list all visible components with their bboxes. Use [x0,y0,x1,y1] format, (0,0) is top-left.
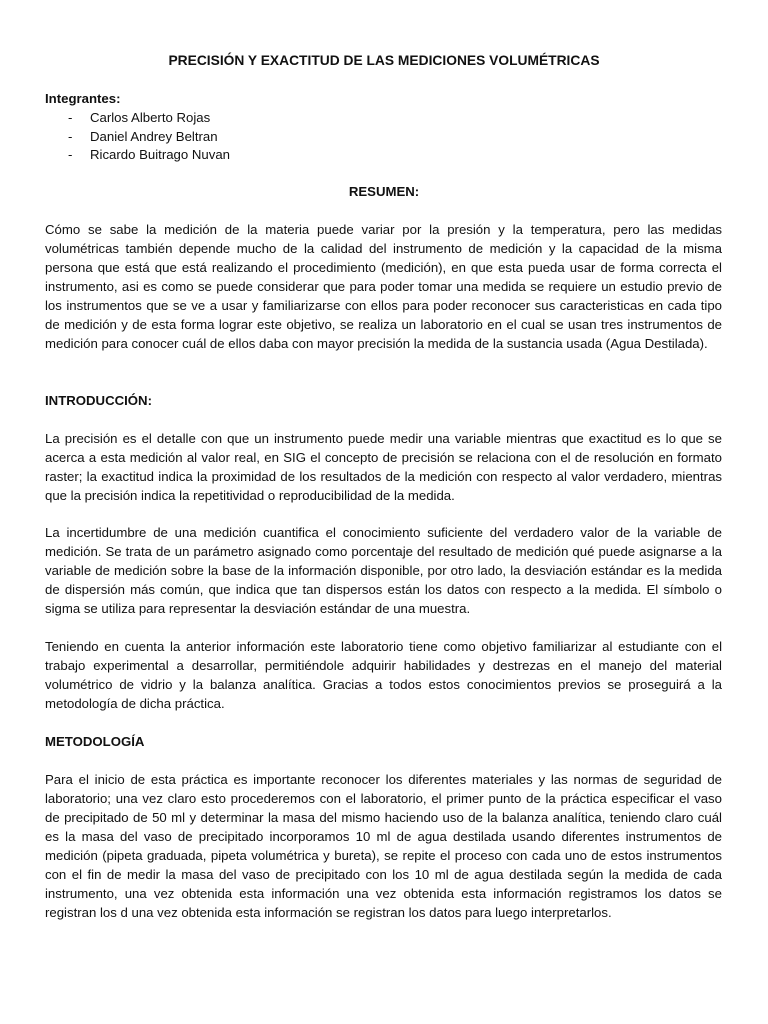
list-dash: - [68,128,73,144]
abstract-paragraph: Cómo se sabe la medición de la materia puede variar por la presión y la temperatura, pero las medidas volumétricas también depende mucho de la calidad del instrumento de medición y la capacidad de la misma persona que está que está realizando el procedimiento (medición), en que esta pueda usar de forma correcta el instrumento, asi es como se puede considerar que para poder tomar una medida se requiere un estudio previo de los instrumentos que se ve a usar y familiarizarse con ellos para poder reconocer sus caracteristicas en cada tipo de medición y de esta forma lograr este objetivo, se realiza un laboratorio en el cual se usan tres instrumentos de medición para conocer cuál de ellos daba con mayor precisión la medida de la sustancia usada (Agua Destilada). [45,222,722,351]
introduction-heading: INTRODUCCIÓN: [45,393,152,408]
introduction-paragraph-1: La precisión es el detalle con que un instrumento puede medir una variable mientras que exactitud es lo que se acerca a esta medición al valor real, en SIG el concepto de precisión se relaciona con el de resolución en formato raster; la exactitud indica la proximidad de los resultados de la medición con respecto al valor verdadero, mientras que la precisión indica la repetitividad o reproducibilidad de la medida. [45,431,722,503]
document-title: PRECISIÓN Y EXACTITUD DE LAS MEDICIONES VOLUMÉTRICAS [168,53,600,68]
methodology-paragraph: Para el inicio de esta práctica es importante reconocer los diferentes materiales y las normas de seguridad de laboratorio; una vez claro esto procederemos con el laboratorio, el primer punto de la práctica especificar el vaso de precipitado de 50 ml y determinar la masa del mismo haciendo uso de la balanza analítica, teniendo claro cuál es la masa del vaso de precipitado incorporamos 10 ml de agua destilada usando diferentes instrumentos de medición (pipeta graduada, pipeta volumétrica y bureta), se repite el proceso con cada uno de estos instrumentos con el fin de medir la masa del vaso de precipitado con los 10 ml de agua destilada según la medida de cada instrumento, una vez obtenida esta información una vez obtenida esta información registramos los datos se registran los d una vez obtenida esta información se registran los datos para luego interpretarlos. [45,772,722,920]
list-dash: - [68,110,73,125]
introduction-paragraph-2: La incertidumbre de una medición cuantifica el conocimiento suficiente del verdadero valor de la variable de medición. Se trata de un parámetro asignado como porcentaje del resultado de medición qué puede asignarse a la variable de medición sobre la base de la información disponible, por otro lado, la desviación estándar es la medida de dispersión más común, que indica que tan dispersos están los datos con respecto a la medida. El símbolo o sigma se utiliza para representar la desviación estándar de una muestra. [45,525,722,616]
list-item [68,108,230,127]
members-label: Integrantes: [45,91,121,106]
member-name: Daniel Andrey Beltran [90,128,218,144]
methodology-heading: METODOLOGÍA [45,734,145,749]
members-list [68,108,230,164]
list-dash: - [68,147,73,162]
member-name: Ricardo Buitrago Nuvan [90,147,231,162]
abstract-heading: RESUMEN: [348,184,420,199]
list-item [68,127,230,146]
introduction-paragraph-3: Teniendo en cuenta la anterior información este laboratorio tiene como objetivo familiarizar al estudiante con el trabajo experimental a desarrollar, permitiéndole adquirir habilidades y destrezas en el manejo del material volumétrico de vidrio y la balanza analítica. Gracias a todos estos conocimientos previos se proseguirá a la metodología de dicha práctica. [45,639,722,711]
list-item [68,145,230,164]
member-name: Carlos Alberto Rojas [90,110,211,125]
